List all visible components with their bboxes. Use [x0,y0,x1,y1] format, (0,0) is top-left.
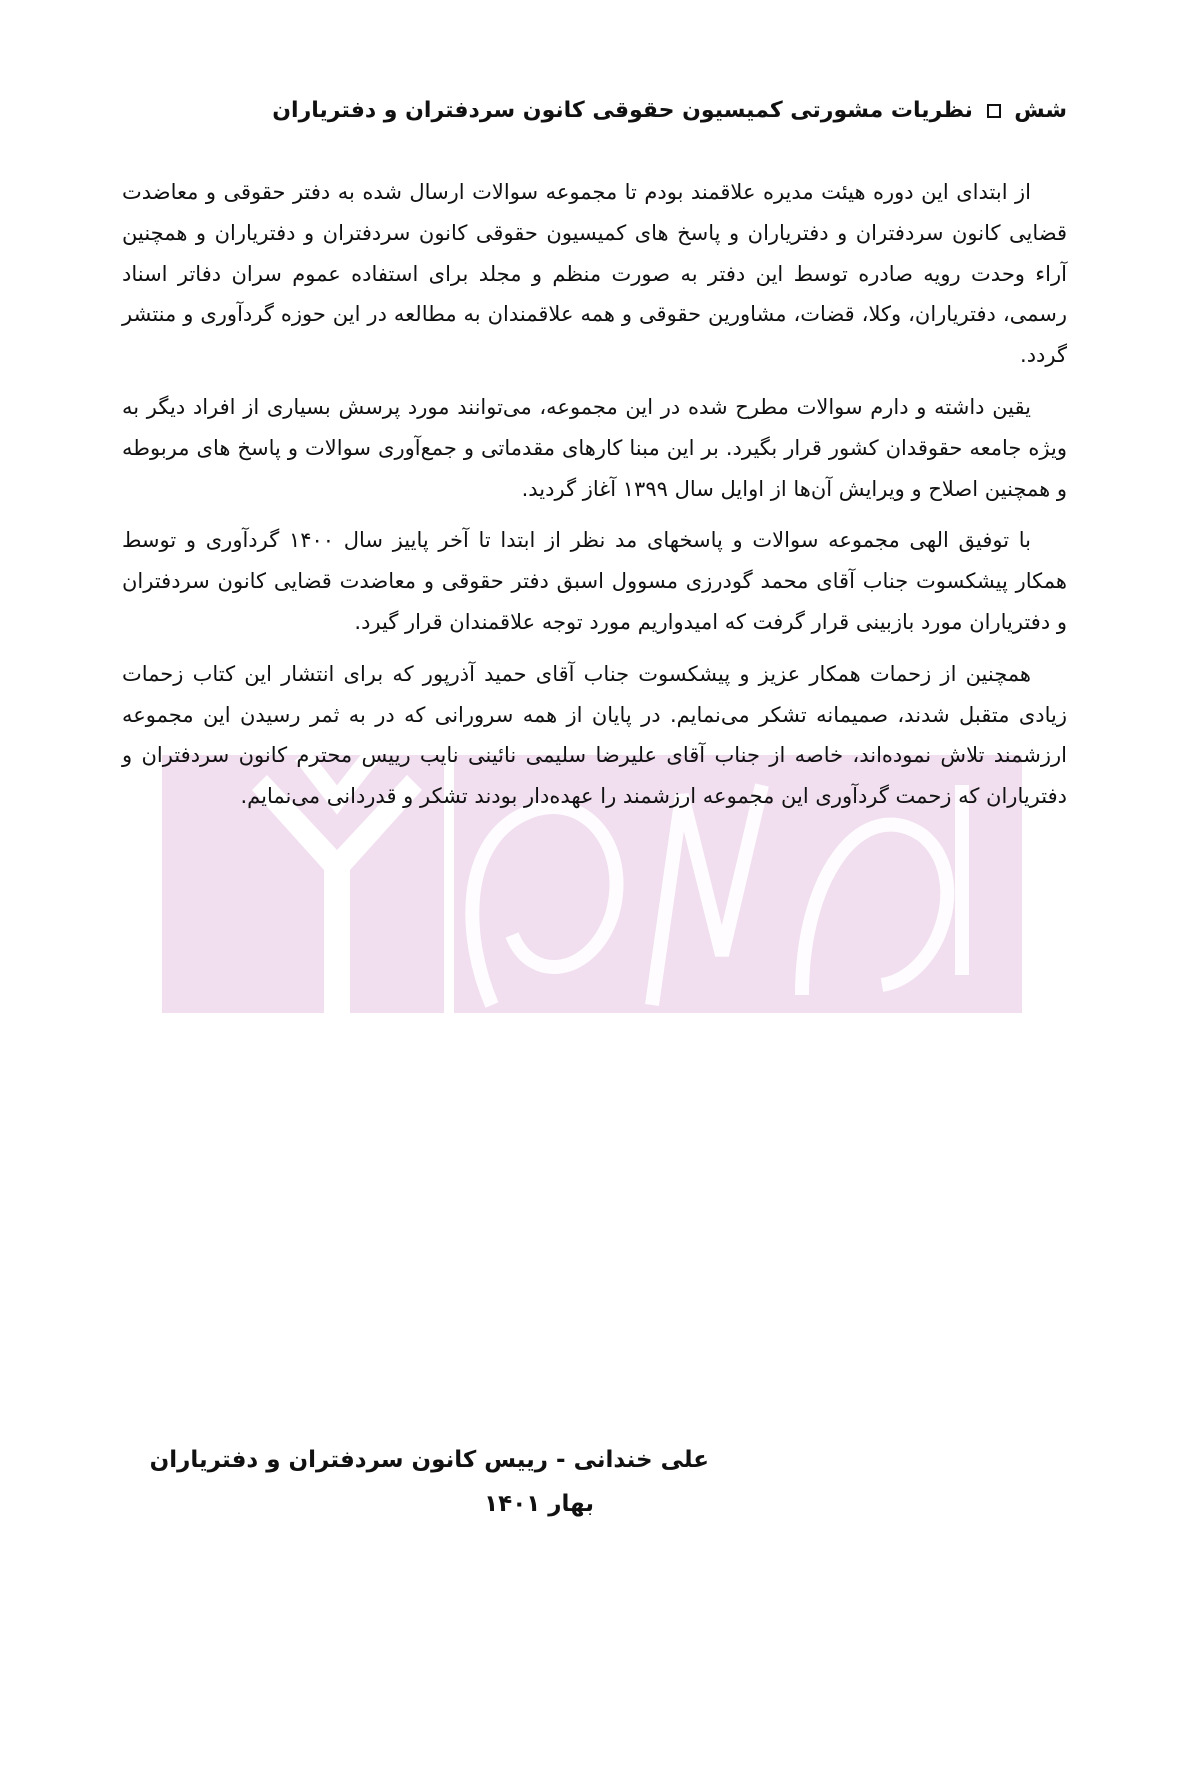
paragraph: یقین داشته و دارم سوالات مطرح شده در این مجموعه، می‌توانند مورد پرسش بسیاری از افراد دیگر به ویژه جامعه حقوقدان کشور قرار بگیرد. بر این مبنا کارهای مقدماتی و جمع‌آوری سوالات و پاسخ های مربوطه و همچنین اصلاح و ویرایش آن‌ها از اوایل سال ۱۳۹۹ آغاز گردید. [122,394,1067,501]
paragraph: با توفیق الهی مجموعه سوالات و پاسخهای مد نظر از ابتدا تا آخر پاییز سال ۱۴۰۰ گردآوری و توسط همکار پیشکسوت جناب آقای محمد گودرزی مسوول اسبق دفتر حقوقی و معاضدت قضایی کانون سردفتران و دفتریاران مورد بازبینی قرار گرفت که امیدواریم مورد توجه علاقمندان قرار گیرد. [122,528,1067,634]
square-bullet-icon [987,104,1001,118]
signature-block [149,1440,709,1528]
page-number-label: شش [1014,98,1067,123]
paragraph: از ابتدای این دوره هیئت مدیره علاقمند بودم تا مجموعه سوالات ارسال شده به دفتر حقوقی و معاضدت قضایی کانون سردفتران و دفتریاران و پاسخ های کمیسیون حقوقی کانون سردفتران و دفتریاران و همچنین آراء وحدت رویه صادره توسط این دفتر به صورت منظم و مجلد برای استفاده عموم سران دفاتر اسناد رسمی، دفتریاران، وکلا، قضات، مشاورین حقوقی و همه علاقمندان به مطالعه در این حوزه گردآوری و منتشر گردد. [122,180,1067,368]
signature-date: بهار ۱۴۰۱ [484,1491,594,1517]
running-header [272,94,1067,128]
paragraph: همچنین از زحمات همکار عزیز و پیشکسوت جناب آقای حمید آذرپور که برای انتشار این کتاب زحمات زیادی متقبل شدند، صمیمانه تشکر می‌نمایم. در پایان از همه سرورانی که در به ثمر رسیدن این مجموعه ارزشمند تلاش نموده‌اند، خاصه از جناب آقای علیرضا سلیمی نائینی نایب رییس محترم کانون سردفتران و دفتریاران که زحمت گردآوری این مجموعه ارزشمند را عهده‌دار بودند تشکر و قدردانی می‌نمایم. [122,661,1067,809]
preface-body [122,172,1067,828]
signatory-name-title: علی خندانی - رییس کانون سردفتران و دفتریاران [149,1447,709,1473]
running-header-title: نظریات مشورتی کمیسیون حقوقی کانون سردفتران و دفتریاران [272,98,973,123]
